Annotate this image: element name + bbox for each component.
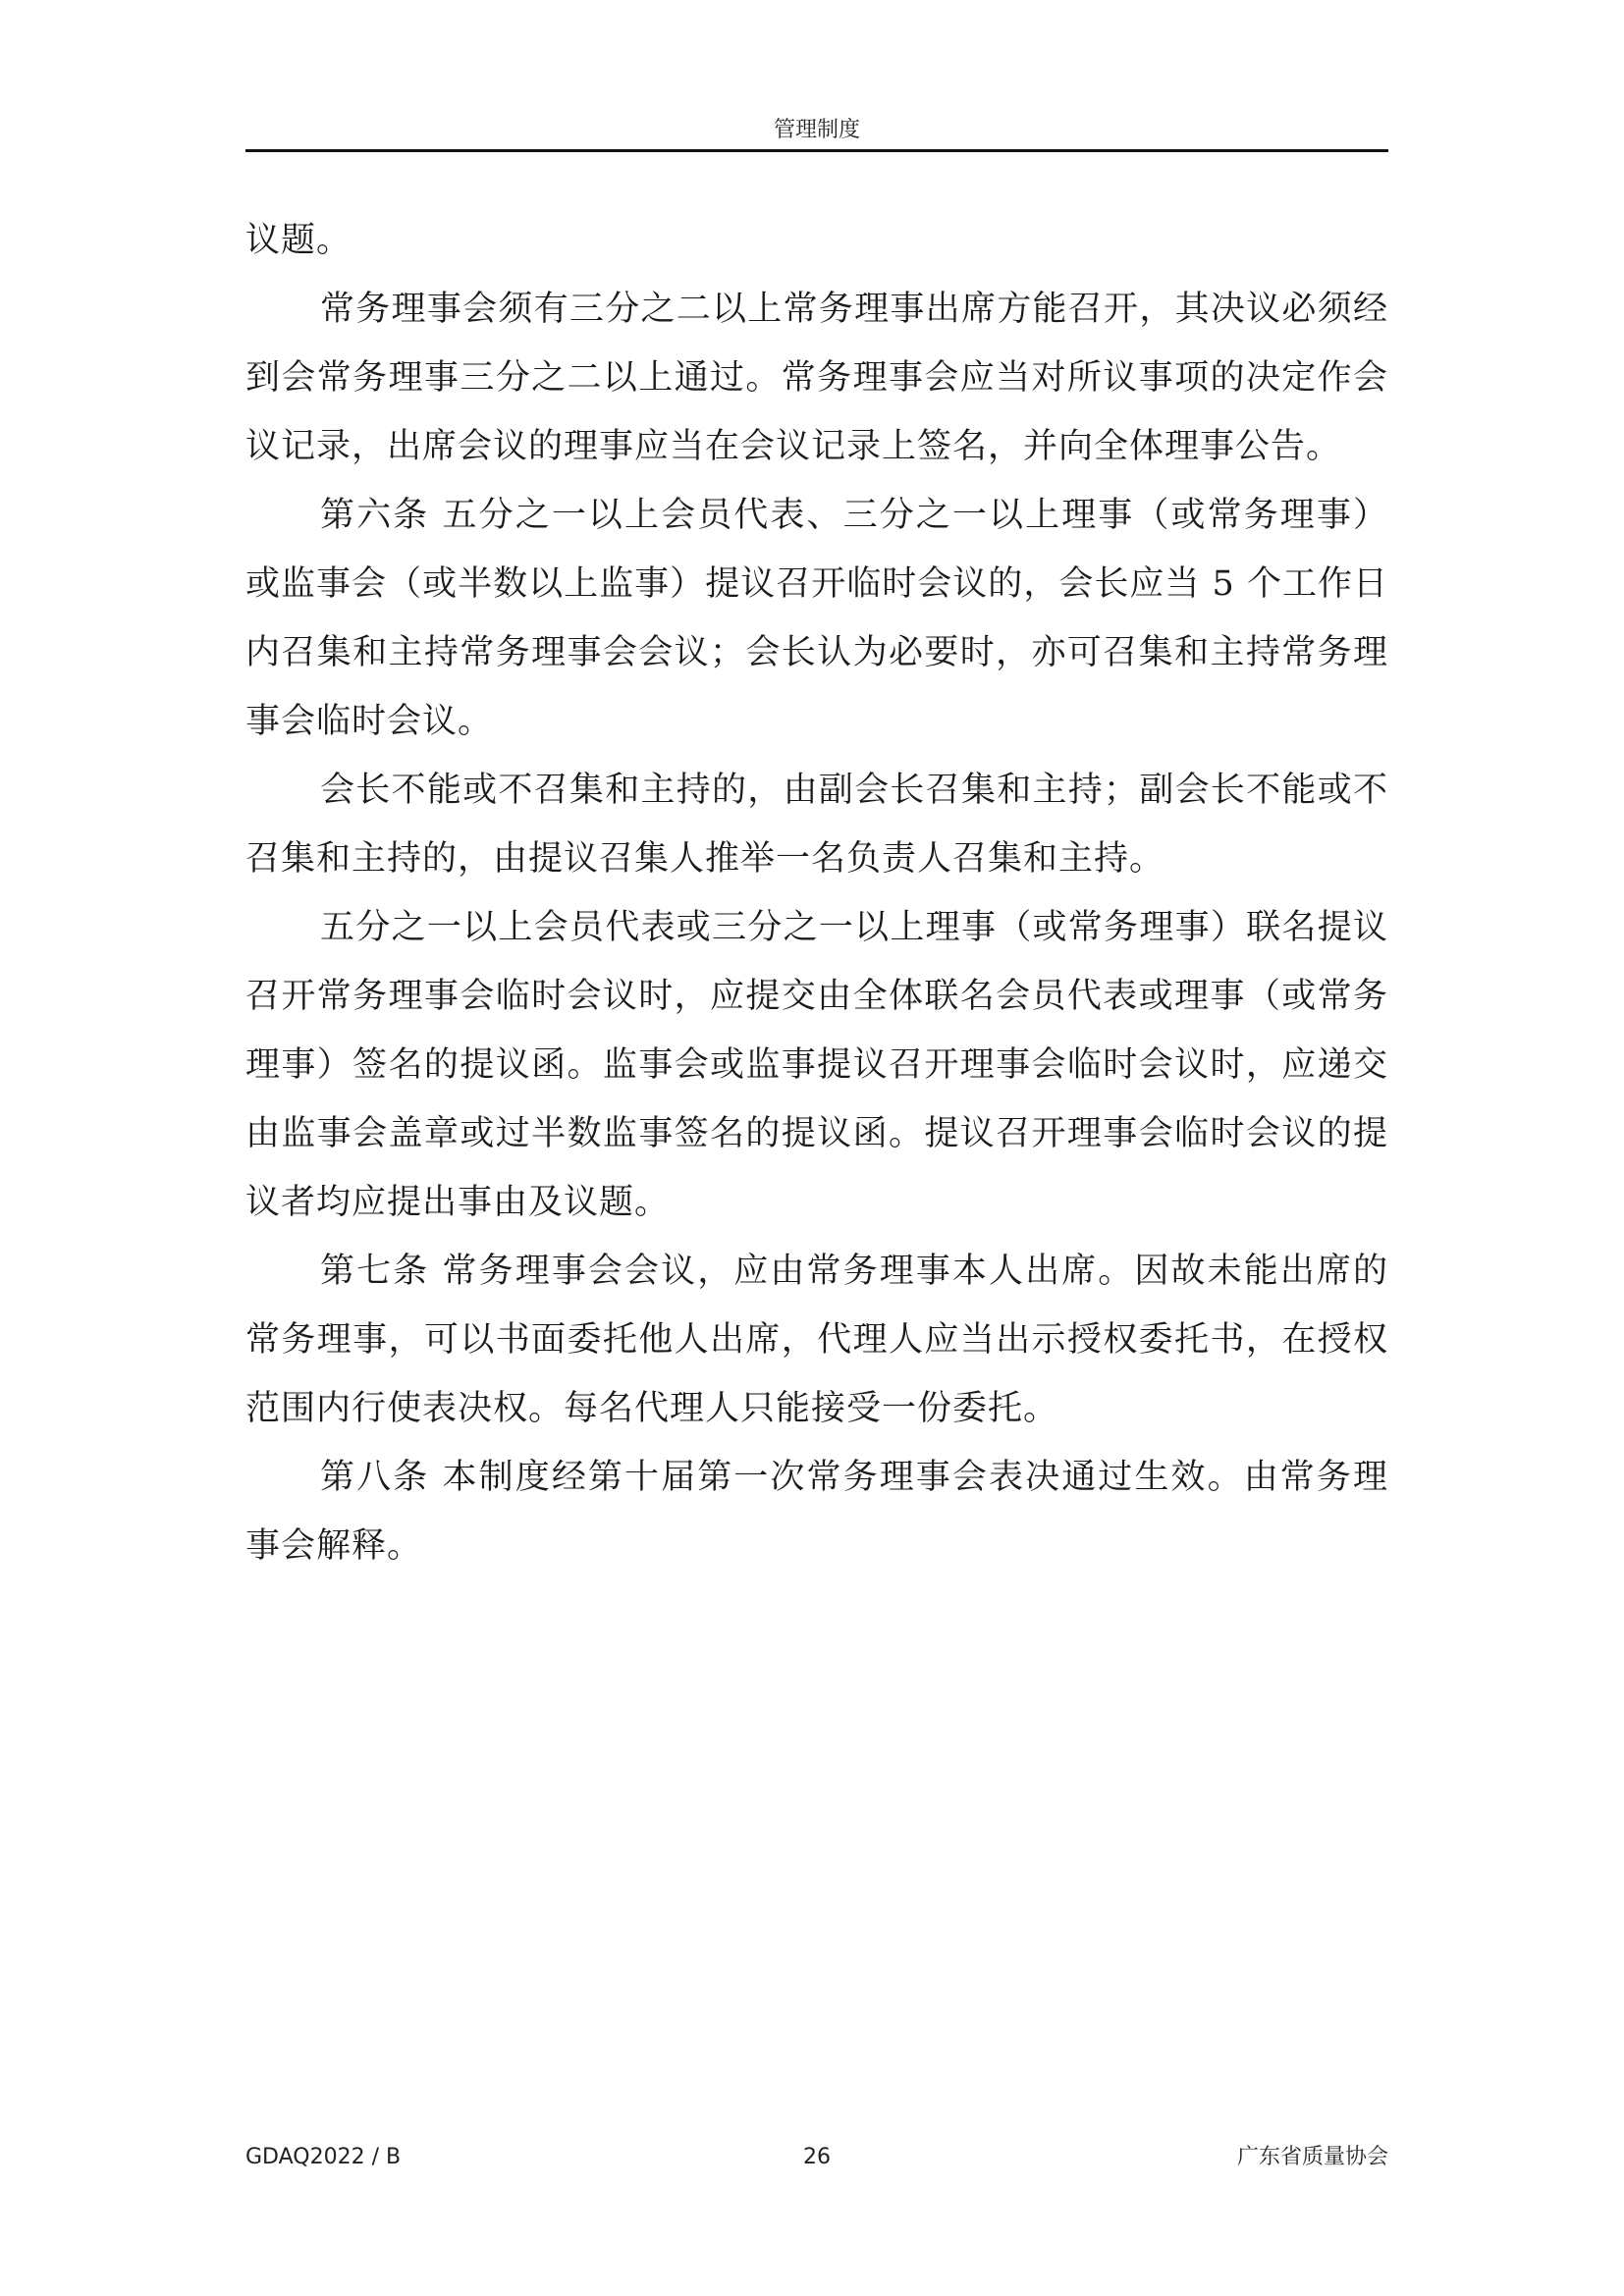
page-footer xyxy=(245,2140,1388,2175)
paragraph-quorum: 常务理事会须有三分之二以上常务理事出席方能召开，其决议必须经到会常务理事三分之二以上通过。常务理事会应当对所议事项的决定作会议记录，出席会议的理事应当在会议记录上签名，并向全体理事公告。 xyxy=(245,290,1388,466)
paragraph-vice-president: 会长不能或不召集和主持的，由副会长召集和主持；副会长不能或不召集和主持的，由提议召集人推举一名负责人召集和主持。 xyxy=(245,771,1388,879)
paragraph-proposal-letter: 五分之一以上会员代表或三分之一以上理事（或常务理事）联名提议召开常务理事会临时会议时，应提交由全体联名会员代表或理事（或常务理事）签名的提议函。监事会或监事提议召开理事会临时会议时，应递交由监事会盖章或过半数监事签名的提议函。提议召开理事会临时会议的提议者均应提出事由及议题。 xyxy=(245,908,1388,1222)
paragraph-continuation: 议题。 xyxy=(245,221,352,260)
footer-doc-code: GDAQ2022 / B xyxy=(245,2145,402,2169)
paragraph-article-7: 第七条 常务理事会会议，应由常务理事本人出席。因故未能出席的常务理事，可以书面委托他人出席，代理人应当出示授权委托书，在授权范围内行使表决权。每名代理人只能接受一份委托。 xyxy=(245,1252,1388,1428)
document-body xyxy=(245,206,1388,1580)
paragraph-article-6: 第六条 五分之一以上会员代表、三分之一以上理事（或常务理事）或监事会（或半数以上监事）提议召开临时会议的，会长应当 5 个工作日内召集和主持常务理事会会议；会长认为必要时，亦可召集和主持常务理事会临时会议。 xyxy=(245,496,1388,741)
running-header-title: 管理制度 xyxy=(773,118,860,142)
footer-page-number: 26 xyxy=(803,2145,831,2169)
footer-organization: 广东省质量协会 xyxy=(1236,2145,1388,2169)
paragraph-article-8: 第八条 本制度经第十届第一次常务理事会表决通过生效。由常务理事会解释。 xyxy=(245,1458,1388,1566)
header-divider xyxy=(245,149,1388,152)
